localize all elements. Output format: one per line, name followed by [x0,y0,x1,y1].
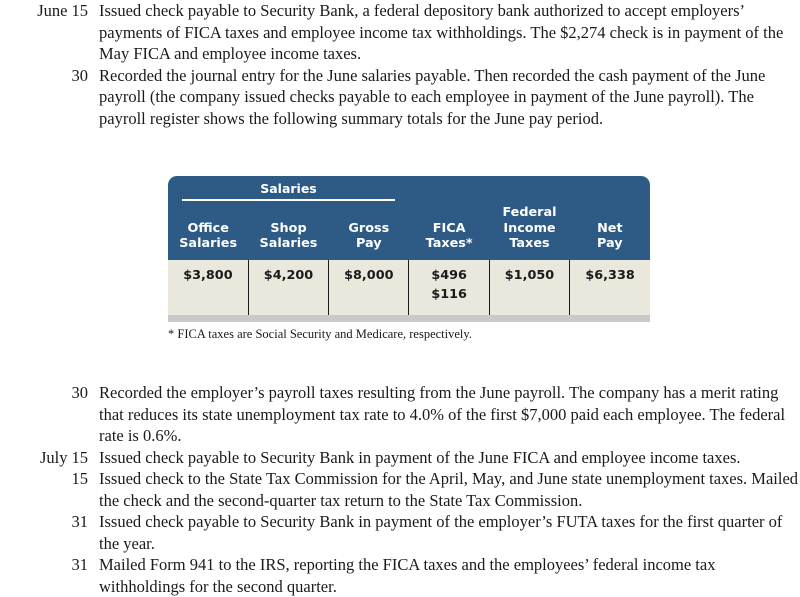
table-row [168,260,650,315]
group-header-spacer [489,176,569,202]
column-header-line: Net [597,220,623,236]
column-header-net-pay [570,202,650,260]
cell-fica-taxes [409,260,489,315]
entry-date [0,0,88,22]
entry-description: Recorded the employer’s payroll taxes resulting from the June payroll. The company has a merit rating that reduces its state unemployment tax rate to 4.0% of the first $7,000 paid each employee. The federal rate is 0.6%. [99,383,786,445]
entry-date [0,65,88,87]
entry-date [0,382,88,404]
entry-description: Issued check payable to Security Bank in payment of the June FICA and employee income taxes. [99,447,741,467]
column-header-gross-pay [329,202,409,260]
payroll-table-body [168,260,650,315]
column-header-line: Taxes* [425,236,473,251]
group-header-spacer [570,176,650,202]
column-header-fica-taxes [409,202,489,260]
entry-day: 15 [71,469,88,488]
journal-entries-top [0,0,800,129]
entry-description: Recorded the journal entry for the June salaries payable. Then recorded the cash payment of the June payroll (the company issued checks payable to each employee in payment of the June payroll). The payroll register shows the following summary totals for the June pay period. [99,65,766,128]
column-header-line: Pay [356,236,382,251]
journal-entry-row [0,554,800,597]
entry-day: 31 [71,512,88,531]
group-header-salaries [168,176,409,202]
group-header-underline [182,199,395,201]
entry-month: June [37,1,68,20]
column-header-shop-salaries [248,202,328,260]
group-header-label: Salaries [260,181,317,196]
cell-value: $496 [431,267,467,283]
column-header-line: Taxes [509,236,550,251]
column-header-line: Pay [597,236,623,251]
column-header-line: Federal [502,205,557,220]
cell-net-pay [570,260,650,315]
entry-description: Issued check payable to Security Bank in payment of the employer’s FUTA taxes for the first quarter of the year. [99,512,783,553]
journal-entry-row [0,65,800,130]
cell-value: $6,338 [585,267,635,283]
entry-day: 15 [71,1,88,20]
journal-entry-row [0,0,800,65]
cell-gross-pay [329,260,409,315]
column-header-office-salaries [168,202,248,260]
entry-day: 31 [71,555,88,574]
entry-description: Mailed Form 941 to the IRS, reporting the FICA taxes and the employees’ federal income tax withholdings for the second quarter. [99,555,716,596]
cell-shop-salaries [248,260,328,315]
table-shadow-strip [168,315,650,322]
entry-date [0,468,88,490]
cell-value-secondary: $116 [431,286,467,302]
entry-date [0,511,88,533]
entry-description: Issued check to the State Tax Commission for the April, May, and June state unemployment taxes. Mailed the check and the second-quarter tax return to the State Tax Commission. [99,469,799,510]
column-header-line: FICA [432,220,466,236]
column-header-line: Salaries [259,236,318,251]
journal-entries-bottom [0,382,800,597]
entry-day: 30 [71,383,88,402]
cell-office-salaries [168,260,248,315]
entry-day: 15 [71,447,88,467]
entry-date [0,447,88,469]
group-header-spacer [409,176,489,202]
entry-day: 30 [71,65,88,85]
entry-date [0,554,88,576]
column-header-federal-income-taxes [489,202,569,260]
payroll-table-head [168,176,650,260]
column-header-line: Office [187,220,229,236]
cell-value: $1,050 [504,267,555,283]
column-header-line: Salaries [179,236,238,251]
entry-description: Issued check payable to Security Bank, a federal depository bank authorized to accept employers’ payments of FICA taxes and employee income tax withholdings. The $2,274 check is in payment of the May FICA and employee income taxes. [99,1,784,63]
cell-value: $3,800 [183,267,233,283]
journal-entry-row [0,511,800,554]
column-header-line: Shop [270,220,307,236]
table-footnote: * FICA taxes are Social Security and Medicare, respectively. [168,327,472,341]
journal-entry-row [0,468,800,511]
cell-value: $8,000 [344,267,394,283]
entry-month: July [39,447,68,467]
payroll-register-table [168,176,650,322]
column-header-line: Income [503,220,556,236]
journal-entry-row [0,447,800,469]
cell-federal-income-taxes [489,260,569,315]
column-header-line: Gross [348,220,390,236]
payroll-table [168,176,650,315]
journal-entry-row [0,382,800,447]
payroll-column-header-row [168,202,650,260]
payroll-group-header-row [168,176,650,202]
cell-value: $4,200 [263,267,314,283]
